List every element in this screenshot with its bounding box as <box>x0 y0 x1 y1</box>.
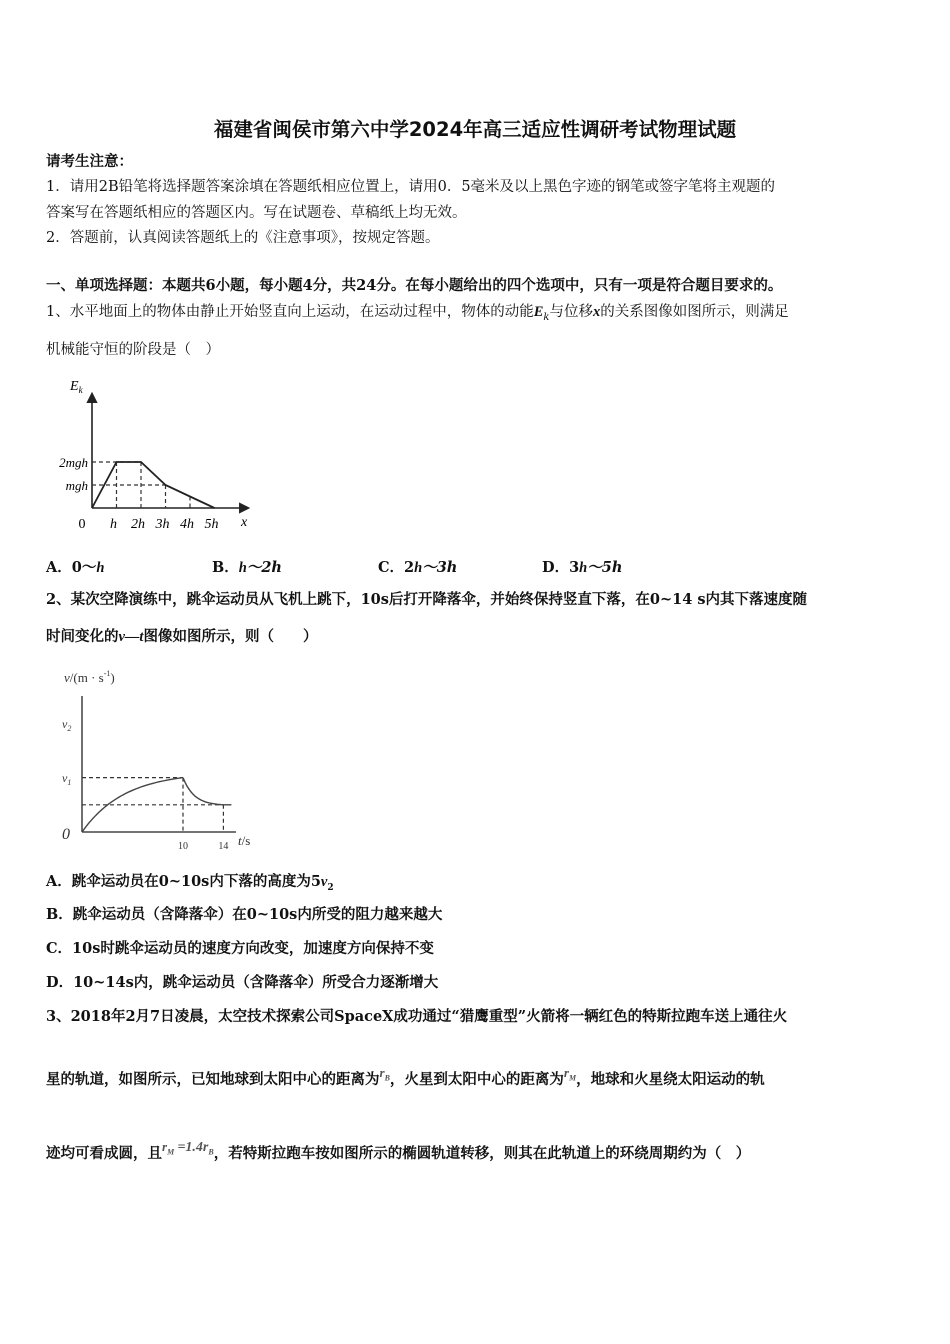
ek-x-chart <box>40 372 270 542</box>
q1-option-a[interactable]: A．0～h <box>46 559 105 576</box>
vt-origin-label: 0 <box>62 826 70 843</box>
ek-series-line <box>92 462 215 508</box>
vt-x-tick-label: 14 <box>218 841 229 852</box>
q1-stem-line-2: 机械能守恒的阶段是（ ） <box>46 342 220 358</box>
q2-stem-line-2: 时间变化的v—t图像如图所示，则（ ） <box>46 628 318 645</box>
q2-option-c[interactable]: C．10s时跳伞运动员的速度方向改变，加速度方向保持不变 <box>46 940 434 957</box>
ek-x-tick-label: 5h <box>204 517 219 532</box>
q1-text-c: 的关系图像如图所示，则满足 <box>600 304 789 320</box>
q1-ek-symbol: E <box>533 304 544 320</box>
section-heading: 一、单项选择题：本题共6小题，每小题4分，共24分。在每小题给出的四个选项中，只有一项是符合题目要求的。 <box>46 277 783 294</box>
q1-text-a: 1、水平地面上的物体由静止开始竖直向上运动，在运动过程中，物体的动能 <box>46 304 534 320</box>
q1-ek-sub: k <box>543 311 550 323</box>
notice-line-1: 1．请用2B铅笔将选择题答案涂填在答题纸相应位置上，请用0．5毫米及以上黑色字迹的钢笔或签字笔将主观题的 <box>46 179 776 195</box>
q2-option-a[interactable]: A．跳伞运动员在0~10s内下落的高度为$5v_2$ <box>46 873 334 893</box>
q3-stem-line-1: 3、2018年2月7日凌晨，太空技术探索公司SpaceX成功通过“猎鹰重型”火箭将一辆红色的特斯拉跑车送上通往火 <box>46 1008 788 1025</box>
q2-option-b[interactable]: B．跳伞运动员（含降落伞）在0~10s内所受的阻力越来越大 <box>46 906 443 923</box>
vt-x-axis-label: t/s <box>238 833 251 848</box>
q3-rb-symbol: $r_B$ <box>379 1065 390 1083</box>
ek-x-axis-label: x <box>241 515 248 530</box>
vt-decay-curve <box>183 778 231 805</box>
ek-x-tick-label: 3h <box>155 517 170 532</box>
vt-y-axis-label: $v/(m \cdot s^{-1})$ <box>64 669 115 685</box>
vt-v2-label: $v_2$ <box>62 717 72 733</box>
q3-rm-symbol: $r_M$ <box>563 1065 577 1083</box>
notice-heading: 请考生注意： <box>46 153 133 170</box>
q3-stem-line-3: 迹均可看成圆，且$r_M =1.4r_B$，若特斯拉跑车按如图所示的椭圆轨道转移，则其在此轨道上的环绕周期约为（ ） <box>46 1139 751 1162</box>
page-title: 福建省闽侯市第六中学2024年高三适应性调研考试物理试题 <box>213 118 737 141</box>
q2-option-d[interactable]: D．10~14s内，跳伞运动员（含降落伞）所受合力逐渐增大 <box>46 974 439 991</box>
ek-x-tick-label: h <box>110 517 117 532</box>
vt-x-tick-label: 10 <box>178 841 188 852</box>
ek-axis-label: $E_k$ <box>70 379 83 395</box>
q3-stem-line-2: 星的轨道，如图所示，已知地球到太阳中心的距离为$r_B$，火星到太阳中心的距离为$r_M$，地球和火星绕太阳运动的轨 <box>46 1065 765 1088</box>
ek-x-tick-label: 2h <box>131 517 145 532</box>
q1-option-c[interactable]: C．2h～3h <box>378 559 458 576</box>
notice-line-2: 答案写在答题纸相应的答题区内。写在试题卷、草稿纸上均无效。 <box>46 205 467 221</box>
v-t-chart <box>46 664 266 854</box>
q1-text-b: 与位移 <box>549 304 593 320</box>
notice-line-3: 2．答题前，认真阅读答题纸上的《注意事项》，按规定答题。 <box>46 230 440 246</box>
q1-x-symbol: x <box>592 304 601 320</box>
q2-stem-line-1: 2、某次空降演练中，跳伞运动员从飞机上跳下，10s后打开降落伞，并始终保持竖直下落，在0~14 s内其下落速度随 <box>46 591 808 608</box>
q1-option-b[interactable]: B．h～2h <box>212 559 282 576</box>
q3-equation: $r_M =1.4r_B$ <box>162 1139 214 1157</box>
ek-y-tick-label: mgh <box>65 478 88 493</box>
q1-option-d[interactable]: D．3h～5h <box>542 559 623 576</box>
ek-x-tick-label: 4h <box>180 517 194 532</box>
vt-v1-label: $v_1$ <box>62 771 72 787</box>
ek-y-tick-label: 2mgh <box>59 455 88 470</box>
q1-stem-line-1 <box>46 303 789 327</box>
ek-x-tick-label: 0 <box>78 517 86 532</box>
